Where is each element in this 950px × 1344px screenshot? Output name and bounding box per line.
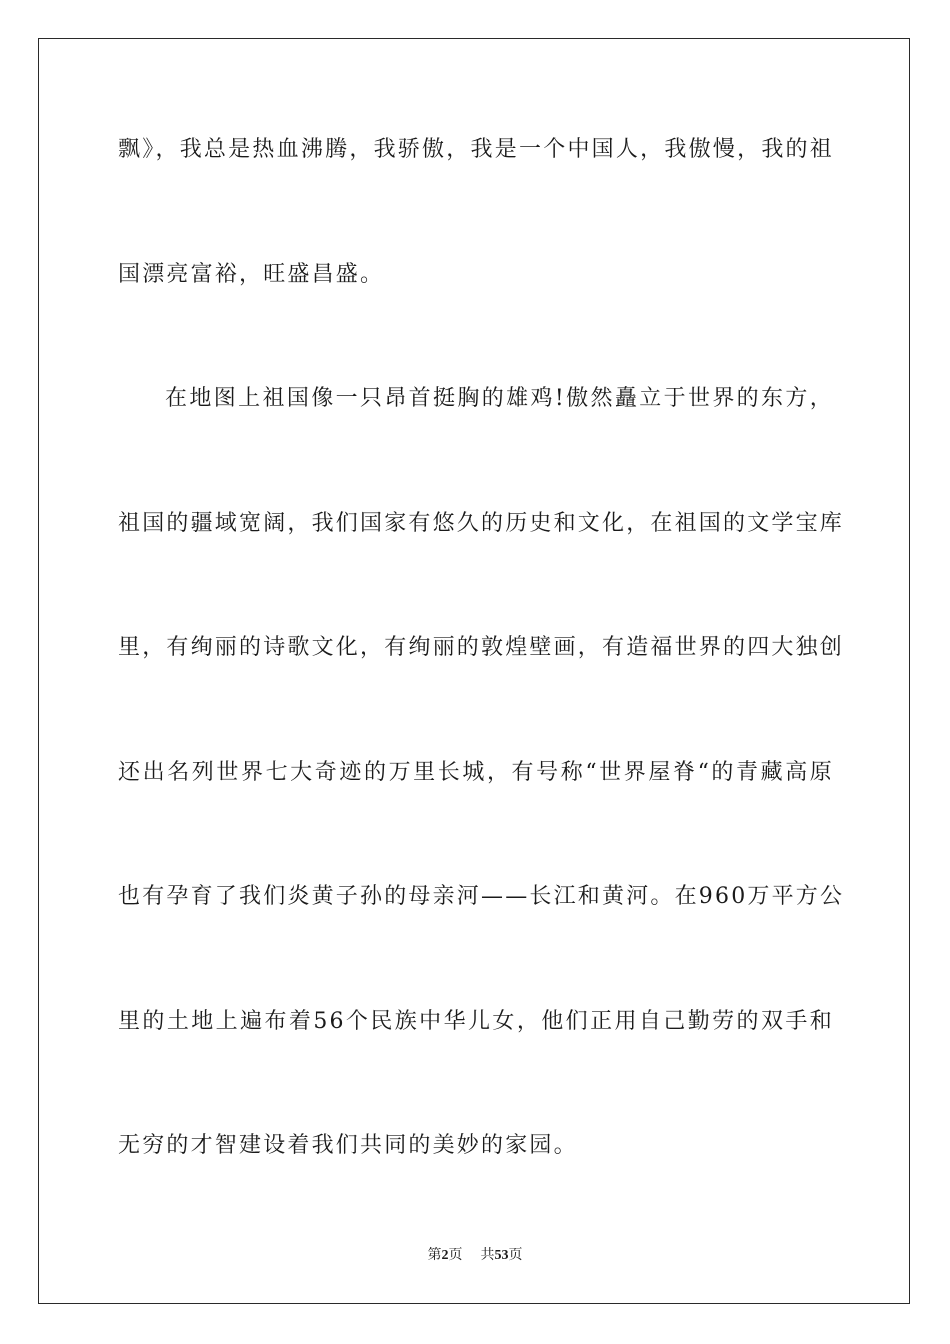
page-footer xyxy=(0,1245,950,1266)
page-prefix: 第 xyxy=(427,1247,442,1263)
body-text-line-6: 还出名列世界七大奇迹的万里长城，有号称“世界屋脊“的青藏高原 xyxy=(118,760,834,785)
total-pages: 53 xyxy=(494,1248,509,1263)
body-text-line-9: 无穷的才智建设着我们共同的美妙的家园。 xyxy=(118,1133,578,1158)
page-number: 2 xyxy=(441,1248,449,1263)
page-border xyxy=(38,38,910,1304)
body-text-line-7: 也有孕育了我们炎黄子孙的母亲河——长江和黄河。在960万平方公 xyxy=(118,884,845,909)
page-suffix: 页 xyxy=(448,1247,463,1263)
body-text-line-4: 祖国的疆域宽阔，我们国家有悠久的历史和文化，在祖国的文学宝库 xyxy=(118,511,845,536)
body-text-line-2: 国漂亮富裕，旺盛昌盛。 xyxy=(118,262,385,287)
total-suffix: 页 xyxy=(508,1247,523,1263)
body-text-line-3: 在地图上祖国像一只昂首挺胸的雄鸡!傲然矗立于世界的东方， xyxy=(165,386,834,411)
body-text-line-5: 里，有绚丽的诗歌文化，有绚丽的敦煌壁画，有造福世界的四大独创 xyxy=(118,635,845,660)
body-text-line-1: 飘》，我总是热血沸腾，我骄傲，我是一个中国人，我傲慢，我的祖 xyxy=(118,137,834,162)
total-prefix: 共 xyxy=(480,1247,495,1263)
body-text-line-8: 里的土地上遍布着56个民族中华儿女，他们正用自己勤劳的双手和 xyxy=(118,1009,834,1034)
